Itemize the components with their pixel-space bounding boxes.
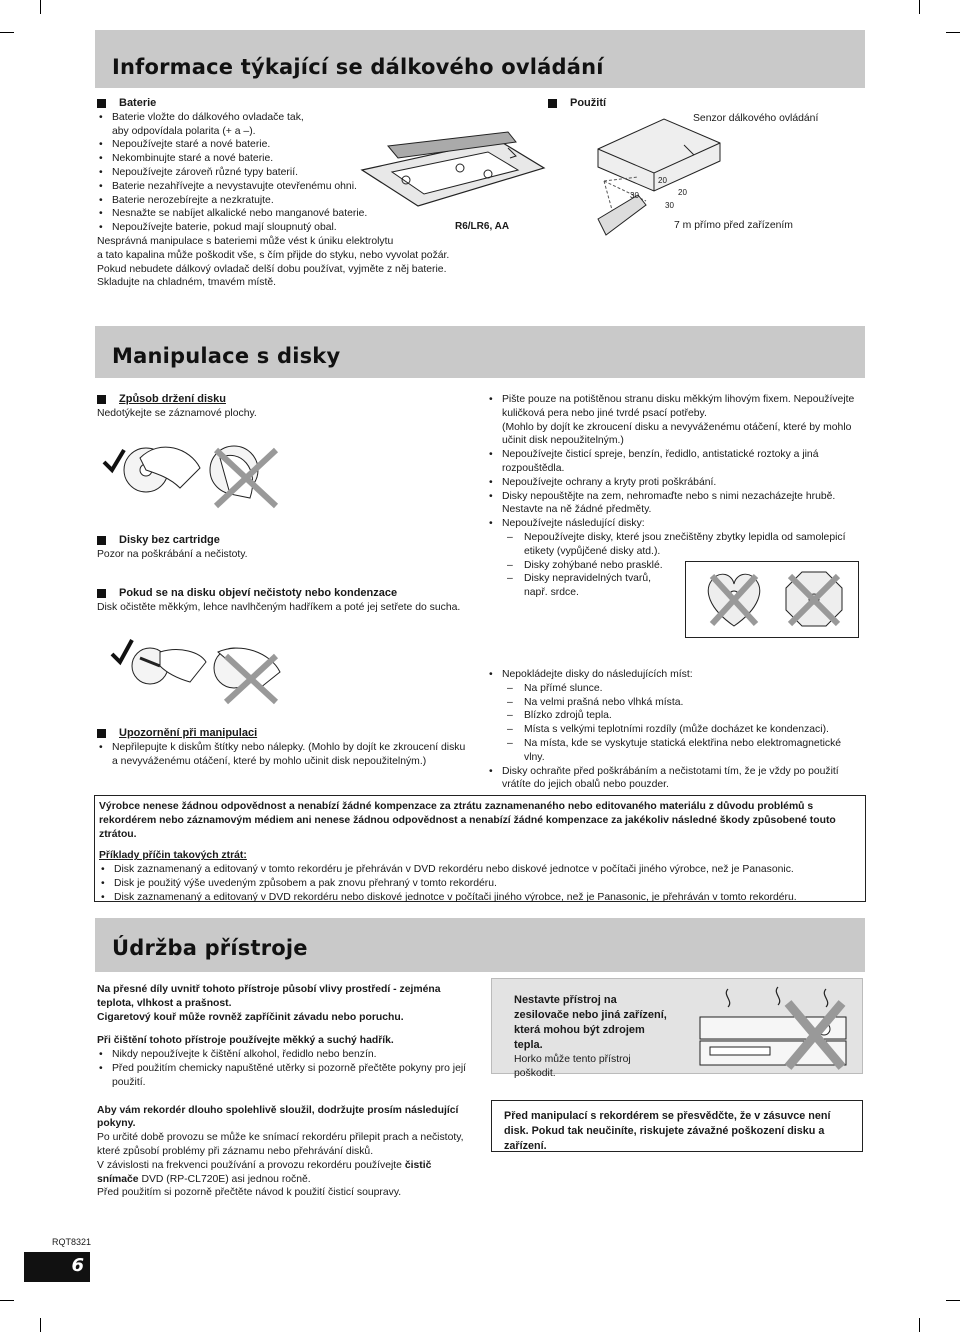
list-item: • Nepřilepujte k diskům štítky nebo nálepky. (Mohlo by dojít ke zkroucení disku a nevyváženému otáčení, které by mohlo učinit disk nepoužitelným.)	[97, 741, 467, 769]
section-banner-remote	[95, 30, 865, 88]
disclaimer-content	[99, 800, 859, 905]
use-heading-block	[548, 97, 606, 111]
irregular-discs-figure	[685, 561, 859, 638]
disc-wiping-illustration	[110, 632, 290, 702]
list-item: – Na přímé slunce.	[487, 682, 857, 696]
list-item: • Nepoužívejte zároveň různé typy baterií.	[97, 166, 477, 180]
list-item: • Baterie vložte do dálkového ovladače tak,	[97, 111, 477, 125]
warning-line: Nesprávná manipulace s bateriemi může vést k úniku elektrolytu	[97, 235, 394, 247]
distance-label: 7 m přímo před zařízením	[674, 220, 793, 231]
list-item: – Disky nepravidelných tvarů,	[487, 572, 857, 586]
longevity-line: Před použitím si pozorně přečtěte návod k použití čisticí soupravy.	[97, 1187, 402, 1199]
amplifier-warning-bold: Nestavte přístroj na zesilovače nebo jiná zařízení, která mohou být zdrojem tepla.	[514, 994, 667, 1051]
examples-list	[99, 863, 859, 904]
list-item: • Nikdy nepoužívejte k čištění alkohol, ředidlo nebo benzín.	[97, 1048, 472, 1062]
storage-places-list	[487, 682, 857, 765]
disc-holding-illustration	[100, 428, 290, 508]
list-item: • Nekombinujte staré a nové baterie.	[97, 152, 477, 166]
list-item: • Nepoužívejte následující disky:	[487, 517, 857, 531]
battery-type-label: R6/LR6, AA	[455, 221, 510, 232]
sensor-label: Senzor dálkového ovládání	[693, 113, 819, 124]
page-number: 6	[71, 1255, 84, 1276]
crop-mark	[946, 32, 960, 33]
warning-line: a tato kapalina může poškodit vše, s čím přijde do styku, nebo vyvolat požár.	[97, 249, 450, 261]
stacked-devices-illustration	[692, 983, 852, 1069]
section-banner-discs	[95, 326, 865, 378]
list-item: • Před použitím chemicky napuštěné utěrky si pozorně přečtěte pokyny pro její použití.	[97, 1062, 472, 1090]
crop-mark	[0, 32, 14, 33]
longevity-text: DVD (RP-CL720E) asi jednou ročně.	[141, 1173, 311, 1185]
list-item: • Baterie nerozebírejte a nezkratujte.	[97, 194, 477, 208]
heart-disc-icon	[704, 568, 764, 630]
holding-text: Nedotýkejte se záznamové plochy.	[97, 407, 257, 419]
list-item: – Na místa, kde se vyskytuje statická elektřina nebo elektromagnetické vlny.	[487, 737, 857, 765]
list-item: • Disk zaznamenaný a editovaný v tomto rekordéru je přehráván v DVD rekordéru nebo diskové jednotce v počítači jiného výrobce, než je Panasonic.	[99, 863, 859, 877]
crop-mark	[919, 1318, 920, 1332]
octagon-disc-icon	[784, 568, 844, 630]
amplifier-warning-text	[514, 993, 674, 1081]
disc-removal-warning: Před manipulací s rekordérem se přesvědčte, že v zásuvce není disk. Pokud tak neučiníte, riskujete závažné poškození disku a zařízení.	[504, 1110, 831, 1152]
env-warning: Na přesné díly uvnitř tohoto přístroje působí vlivy prostředí - zejména teplota, vlhkost a prašnost.	[97, 984, 441, 1009]
list-item: • Nepokládejte disky do následujících míst:	[487, 668, 857, 682]
list-item: • Nepoužívejte staré a nové baterie.	[97, 138, 477, 152]
list-item-continued: např. srdce.	[524, 587, 579, 599]
nocartridge-heading: Disky bez cartridge	[97, 534, 467, 548]
section-title: Informace týkající se dálkového ovládání	[112, 55, 604, 79]
list-item: • Pište pouze na potištěnou stranu disku měkkým lihovým fixem. Nepoužívejte kuličková pera nebo jiné tvrdé psací potřeby.	[487, 393, 857, 421]
list-item: • Disk zaznamenaný a editovaný v DVD rekordéru nebo diskové jednotce v počítači jiného výrobce, než je Panasonic, je přehráván v tomto rekordéru.	[99, 891, 859, 905]
list-item: • Nesnažte se nabíjet alkalické nebo manganové baterie.	[97, 207, 477, 221]
list-item: • Disky nepouštějte na zem, nehromaďte nebo s nimi nezacházejte hrubě. Nestavte na ně žádné předměty.	[487, 490, 857, 518]
document-code: RQT8321	[52, 1237, 92, 1247]
list-item: • Nepoužívejte ochrany a kryty proti poškrábání.	[487, 476, 857, 490]
disclaimer-box	[94, 795, 866, 902]
section-title: Údržba přístroje	[112, 936, 308, 960]
caution-heading: Upozornění při manipulaci	[97, 727, 467, 741]
page-number-tab	[24, 1252, 90, 1282]
longevity-line: Po určité době provozu se může ke snímací rekordéru přilepit prach a nečistoty, které způsobí problémy při záznamu nebo přehrávání disků.	[97, 1132, 464, 1157]
crop-mark	[40, 1318, 41, 1332]
longevity-text: V závislosti na frekvenci používání a provozu rekordéru používejte	[97, 1159, 402, 1171]
list-item: – Nepoužívejte disky, které jsou znečištěny zbytky lepidla od samolepicí etikety (vypůjčené disky atd.).	[487, 531, 857, 559]
cleaning-heading: Při čištění tohoto přístroje používejte měkký a suchý hadřík.	[97, 1035, 394, 1047]
amplifier-warning-note: Horko může tento přístroj poškodit.	[514, 1054, 631, 1079]
angle-label: 20	[678, 188, 687, 197]
nocartridge-block	[97, 534, 467, 562]
storage-block	[487, 668, 857, 792]
storage-list	[487, 668, 857, 682]
list-item: • Nepoužívejte čisticí spreje, benzín, ředidlo, antistatické roztoky a jiná rozpouštědla.	[487, 448, 857, 476]
warning-line: Skladujte na chladném, tmavém místě.	[97, 277, 277, 289]
examples-heading: Příklady příčin takových ztrát:	[99, 850, 247, 862]
dirt-block	[97, 587, 477, 615]
list-item: • Disky ochraňte před poškrábáním a nečistotami tím, že je vždy po použití vrátíte do jejich obalů nebo pouzder.	[487, 765, 857, 793]
remote-battery-illustration	[358, 128, 548, 218]
longevity-line	[97, 1159, 472, 1187]
maintenance-left-block	[97, 983, 472, 1200]
holding-heading: Způsob držení disku	[97, 393, 467, 407]
list-item: • Baterie nezahřívejte a nevystavujte otevřenému ohni.	[97, 180, 477, 194]
crop-mark	[40, 0, 41, 14]
caution-block	[97, 727, 467, 768]
list-item: – Na velmi prašná nebo vlhká místa.	[487, 696, 857, 710]
holding-block	[97, 393, 467, 421]
crop-mark	[919, 0, 920, 14]
section-title: Manipulace s disky	[112, 344, 341, 368]
crop-mark	[0, 1300, 14, 1301]
amplifier-warning-box	[491, 978, 863, 1079]
crop-mark	[946, 1300, 960, 1301]
list-item: – Místa s velkými teplotními rozdíly (může docházet ke kondenzaci).	[487, 723, 857, 737]
smoke-warning: Cigaretový kouř může rovněž zapříčinit závadu nebo poruchu.	[97, 1011, 404, 1023]
nocartridge-text: Pozor na poškrábání a nečistoty.	[97, 548, 248, 560]
use-heading: Použití	[548, 97, 606, 111]
disc-care-list	[487, 393, 857, 531]
cleaning-list	[97, 1048, 472, 1089]
angle-label: 30	[665, 201, 674, 210]
disclaimer-bold: Výrobce nenese žádnou odpovědnost a nenabízí žádné kompenzace za ztrátu zaznamenaného nebo editovaného materiálu z důvodu problémů s rekordérem nebo záznamovým médiem ani nenese žádnou odpovědnost a nenabízí žádné kompenzace za jakékoliv následné škody způsobené touto ztrátou.	[99, 801, 836, 840]
section-banner-maintenance	[95, 918, 865, 972]
list-item: – Blízko zdrojů tepla.	[487, 709, 857, 723]
list-item: – Disky zohýbané nebo prasklé.	[487, 559, 857, 573]
lens-cleaner-name: čistič snímače	[97, 1159, 432, 1185]
caution-list	[97, 741, 467, 769]
list-item-continued: aby odpovídala polarita (+ a –).	[112, 125, 256, 137]
angle-label: 20	[658, 176, 667, 185]
list-item: • Nepoužívejte baterie, pokud mají sloupnutý obal.	[97, 221, 477, 235]
list-item-continued: (Mohlo by dojít ke zkroucení disku a nevyváženému otáčení, které by mohlo učinit disk nepoužitelným.)	[502, 421, 852, 447]
list-item: • Disk je použitý výše uvedeným způsobem a pak znovu přehraný v tomto rekordéru.	[99, 877, 859, 891]
longevity-heading: Aby vám rekordér dlouho spolehlivě sloužil, dodržujte prosím následující pokyny.	[97, 1104, 459, 1130]
disc-removal-warning-box	[491, 1100, 863, 1152]
storage-last-list	[487, 765, 857, 793]
warning-line: Pokud nebudete dálkový ovladač delší dobu používat, vyjměte z něj baterie.	[97, 263, 447, 275]
dirt-heading: Pokud se na disku objeví nečistoty nebo kondenzace	[97, 587, 477, 601]
angle-label: 30	[630, 191, 639, 200]
batteries-heading: Baterie	[97, 97, 477, 111]
dirt-text: Disk očistěte měkkým, lehce navlhčeným hadříkem a poté jej setřete do sucha.	[97, 601, 461, 613]
